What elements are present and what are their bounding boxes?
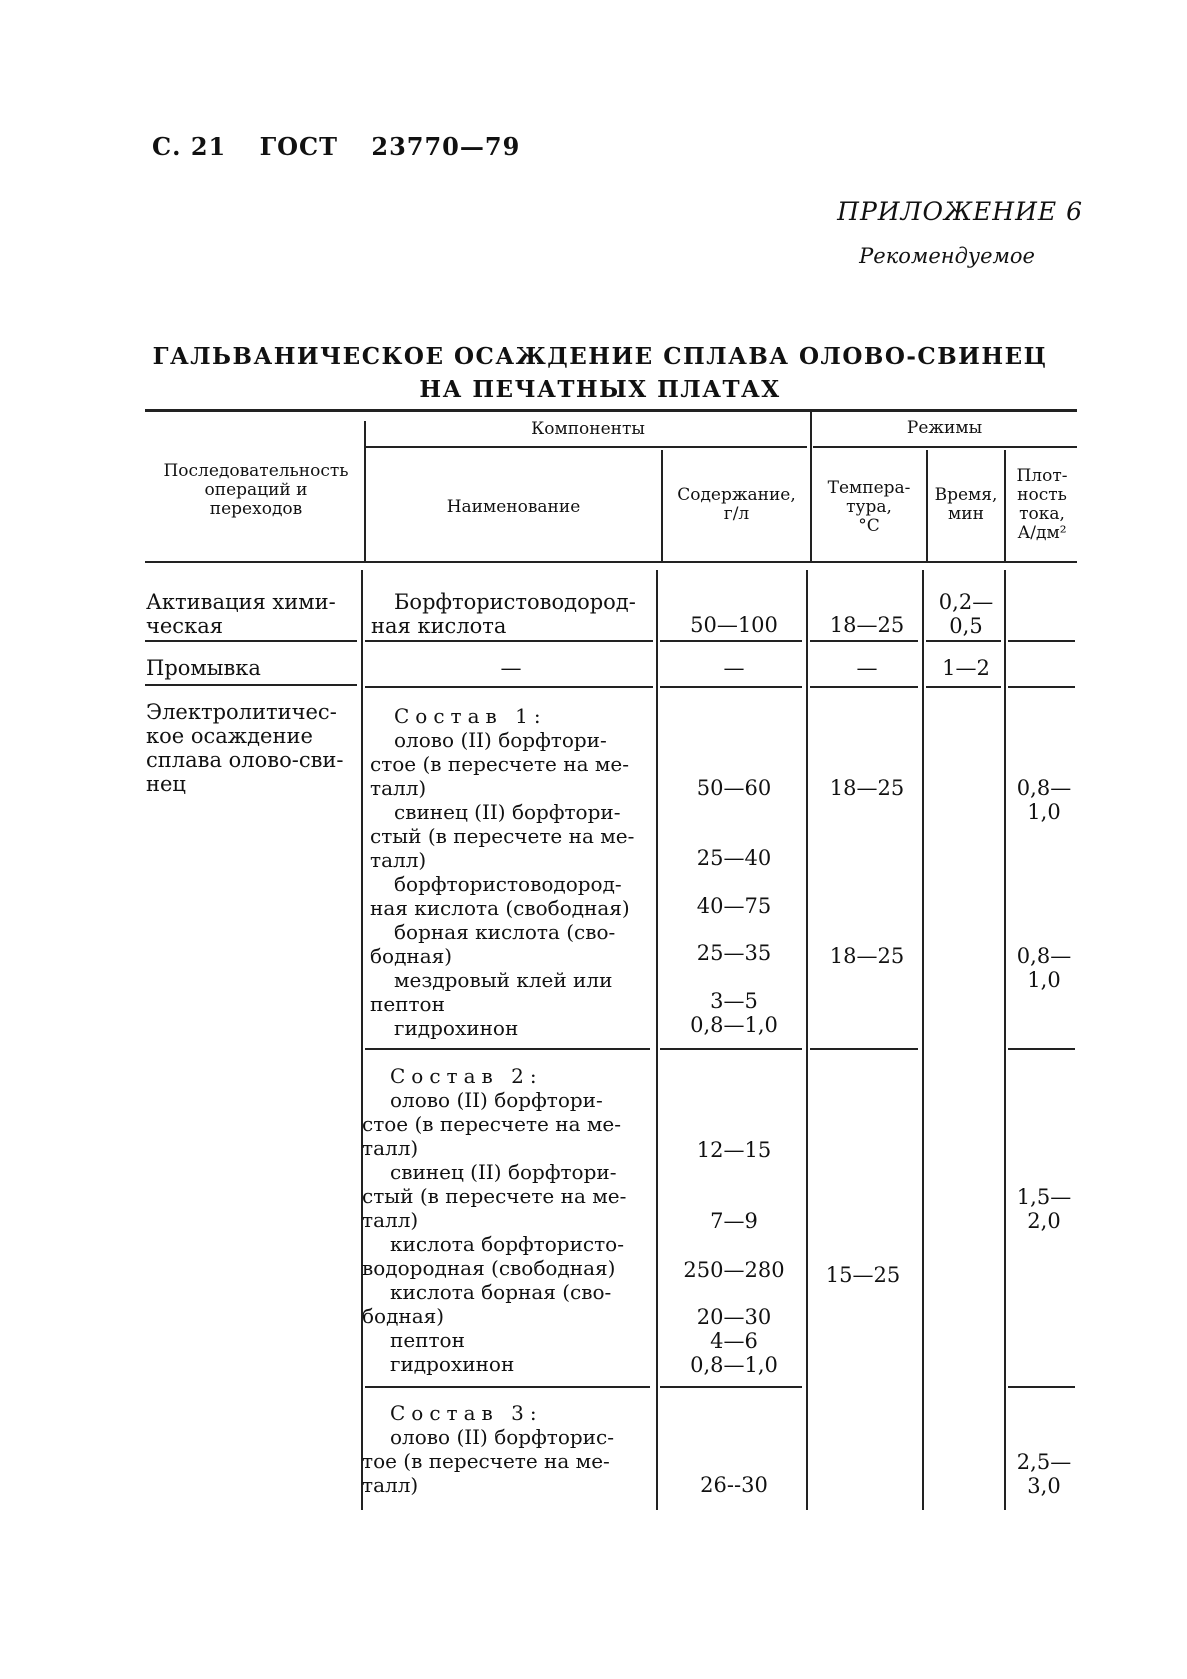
composition-line: стый (в пересчете на ме- xyxy=(370,824,635,848)
composition-line: пептон xyxy=(370,992,445,1016)
header-density-line: Плот- xyxy=(1016,466,1068,486)
content-activation: 50—100 xyxy=(690,613,778,637)
row2-rule-name xyxy=(365,686,653,688)
density-c1-2 xyxy=(1010,944,1078,992)
modes-rule xyxy=(813,446,1077,448)
composition-line: кислота борфтористо- xyxy=(390,1232,624,1256)
header-sequence xyxy=(150,462,362,519)
header-density xyxy=(1006,467,1078,543)
density-line: 0,8— xyxy=(1016,944,1072,968)
row1-rule-time xyxy=(926,640,1001,642)
comp1-rule-content xyxy=(660,1048,802,1050)
content-c1-1: 50—60 xyxy=(696,776,772,800)
density-line: 1,0 xyxy=(1027,968,1061,992)
time-line: 0,5 xyxy=(949,614,983,638)
composition-line: пептон xyxy=(390,1328,465,1352)
header-sequence-line: операций и xyxy=(204,480,308,500)
composition-line: талл) xyxy=(370,776,427,800)
header-temperature-line: °С xyxy=(858,516,880,536)
density-c1-1 xyxy=(1010,776,1078,824)
composition-line: тое (в пересчете на ме- xyxy=(362,1449,610,1473)
density-line: 3,0 xyxy=(1027,1474,1061,1498)
row1-rule-op xyxy=(145,640,357,642)
header-bottom-rule xyxy=(145,561,1077,563)
row2-rule-density xyxy=(1008,686,1075,688)
table-top-rule xyxy=(145,409,1077,412)
density-c2 xyxy=(1010,1185,1078,1233)
vline-2-body xyxy=(656,570,658,1510)
temp-c1-1: 18—25 xyxy=(829,776,905,800)
op-line: нец xyxy=(146,772,186,796)
composition-line: талл) xyxy=(362,1136,419,1160)
composition-line: гидрохинон xyxy=(394,1016,519,1040)
content-c2-6: 0,8—1,0 xyxy=(690,1353,778,1377)
header-modes: Режимы xyxy=(906,418,983,438)
content-c1-3: 40—75 xyxy=(696,894,772,918)
composition-line: мездровый клей или xyxy=(394,968,613,992)
composition-line: свинец (II) борфтори- xyxy=(390,1160,617,1184)
header-temperature xyxy=(812,479,926,536)
header-density-line: А/дм² xyxy=(1017,523,1067,543)
content-c1-5: 3—5 xyxy=(710,989,758,1013)
content-c2-3: 250—280 xyxy=(683,1258,785,1282)
content-c2-5: 4—6 xyxy=(710,1329,758,1353)
page-header xyxy=(152,132,544,161)
row1-rule-name xyxy=(365,640,653,642)
density-line: 2,0 xyxy=(1027,1209,1061,1233)
comp1-rule-name xyxy=(365,1048,650,1050)
comp2-rule-density xyxy=(1008,1386,1075,1388)
composition-line: водородная (свободная) xyxy=(362,1256,616,1280)
content-rinse: — xyxy=(723,656,745,680)
op-rinse: Промывка xyxy=(146,656,261,680)
name-rinse: — xyxy=(500,656,522,680)
vline-1-head xyxy=(364,421,366,561)
temp-rinse: — xyxy=(856,656,878,680)
composition-3 xyxy=(362,1401,652,1497)
header-density-line: тока, xyxy=(1019,504,1065,524)
row2-rule-time xyxy=(926,686,1001,688)
composition-title: Состав 1: xyxy=(394,704,547,728)
composition-2 xyxy=(362,1064,652,1376)
row1-rule-content xyxy=(660,640,802,642)
row2-rule-op xyxy=(145,684,357,686)
composition-line: бодная) xyxy=(370,944,453,968)
vline-4-body xyxy=(922,570,924,1510)
comp1-rule-density xyxy=(1008,1048,1075,1050)
name-line: ная кислота xyxy=(371,614,507,638)
row2-rule-content xyxy=(660,686,802,688)
op-line: кое осаждение xyxy=(146,724,313,748)
density-line: 1,0 xyxy=(1027,800,1061,824)
header-temperature-line: тура, xyxy=(846,497,892,517)
density-line: 1,5— xyxy=(1016,1185,1072,1209)
composition-line: талл) xyxy=(370,848,427,872)
document-title xyxy=(150,340,1050,406)
name-activation xyxy=(371,590,656,638)
content-c3-1: 26--30 xyxy=(700,1473,768,1497)
composition-line: стое (в пересчете на ме- xyxy=(370,752,630,776)
header-temperature-line: Темпера- xyxy=(827,478,911,498)
op-line: сплава олово-сви- xyxy=(146,748,344,772)
header-density-line: ность xyxy=(1017,485,1067,505)
composition-title: Состав 2: xyxy=(390,1064,543,1088)
composition-line: талл) xyxy=(362,1473,419,1497)
appendix-status: Рекомендуемое xyxy=(859,244,1035,268)
header-sequence-line: Последовательность xyxy=(163,461,349,481)
header-sequence-line: переходов xyxy=(209,499,303,519)
comp1-rule-temp xyxy=(810,1048,918,1050)
time-line: 0,2— xyxy=(938,590,994,614)
composition-1 xyxy=(370,704,652,1040)
header-content xyxy=(663,486,810,524)
title-line-2: НА ПЕЧАТНЫХ ПЛАТАХ xyxy=(419,376,781,403)
composition-line: борная кислота (сво- xyxy=(394,920,616,944)
composition-line: олово (II) борфтори- xyxy=(390,1088,603,1112)
appendix-title: ПРИЛОЖЕНИЕ 6 xyxy=(837,197,1083,226)
comp2-rule-content xyxy=(660,1386,802,1388)
composition-line: ная кислота (свободная) xyxy=(370,896,630,920)
composition-line: гидрохинон xyxy=(390,1352,515,1376)
composition-line: кислота борная (сво- xyxy=(390,1280,612,1304)
vline-3-body xyxy=(806,570,808,1510)
vline-5-body xyxy=(1004,570,1006,1510)
time-activation xyxy=(928,590,1004,638)
op-line: ческая xyxy=(146,614,223,638)
header-content-line: г/л xyxy=(723,504,750,524)
name-line: Борфтористоводород- xyxy=(394,590,636,614)
row1-rule-density xyxy=(1008,640,1075,642)
composition-line: талл) xyxy=(362,1208,419,1232)
row2-rule-temp xyxy=(810,686,918,688)
composition-line: олово (II) борфтори- xyxy=(394,728,607,752)
composition-line: свинец (II) борфтори- xyxy=(394,800,621,824)
density-line: 2,5— xyxy=(1016,1450,1072,1474)
header-time-line: мин xyxy=(948,504,984,524)
row1-rule-temp xyxy=(810,640,918,642)
content-c2-1: 12—15 xyxy=(696,1138,772,1162)
header-components: Компоненты xyxy=(531,419,645,439)
comp2-rule-name xyxy=(365,1386,650,1388)
density-c3 xyxy=(1010,1450,1078,1498)
composition-line: борфтористоводород- xyxy=(394,872,622,896)
content-c1-6: 0,8—1,0 xyxy=(690,1013,778,1037)
temp-activation: 18—25 xyxy=(829,613,905,637)
composition-line: стое (в пересчете на ме- xyxy=(362,1112,622,1136)
components-rule xyxy=(366,446,807,448)
header-name: Наименование xyxy=(446,497,581,517)
standard-label: ГОСТ xyxy=(259,132,339,161)
content-c2-4: 20—30 xyxy=(696,1305,772,1329)
header-time xyxy=(928,486,1004,524)
composition-line: бодная) xyxy=(362,1304,445,1328)
standard-number: 23770—79 xyxy=(371,132,521,161)
page-number: С. 21 xyxy=(152,132,227,161)
time-rinse: 1—2 xyxy=(942,656,990,680)
content-c2-2: 7—9 xyxy=(710,1209,758,1233)
op-electrolytic xyxy=(146,700,356,796)
header-content-line: Содержание, xyxy=(677,485,796,505)
composition-line: олово (II) борфторис- xyxy=(390,1425,614,1449)
content-c1-2: 25—40 xyxy=(696,846,772,870)
temp-c1-2: 18—25 xyxy=(829,944,905,968)
content-c1-4: 25—35 xyxy=(696,941,772,965)
density-line: 0,8— xyxy=(1016,776,1072,800)
op-line: Электролитичес- xyxy=(146,700,337,724)
op-activation xyxy=(146,590,356,638)
header-time-line: Время, xyxy=(934,485,998,505)
composition-title: Состав 3: xyxy=(390,1401,543,1425)
composition-line: стый (в пересчете на ме- xyxy=(362,1184,627,1208)
title-line-1: ГАЛЬВАНИЧЕСКОЕ ОСАЖДЕНИЕ СПЛАВА ОЛОВО-СВИНЕЦ xyxy=(152,343,1048,370)
op-line: Активация хими- xyxy=(146,590,336,614)
temp-c2: 15—25 xyxy=(825,1263,901,1287)
